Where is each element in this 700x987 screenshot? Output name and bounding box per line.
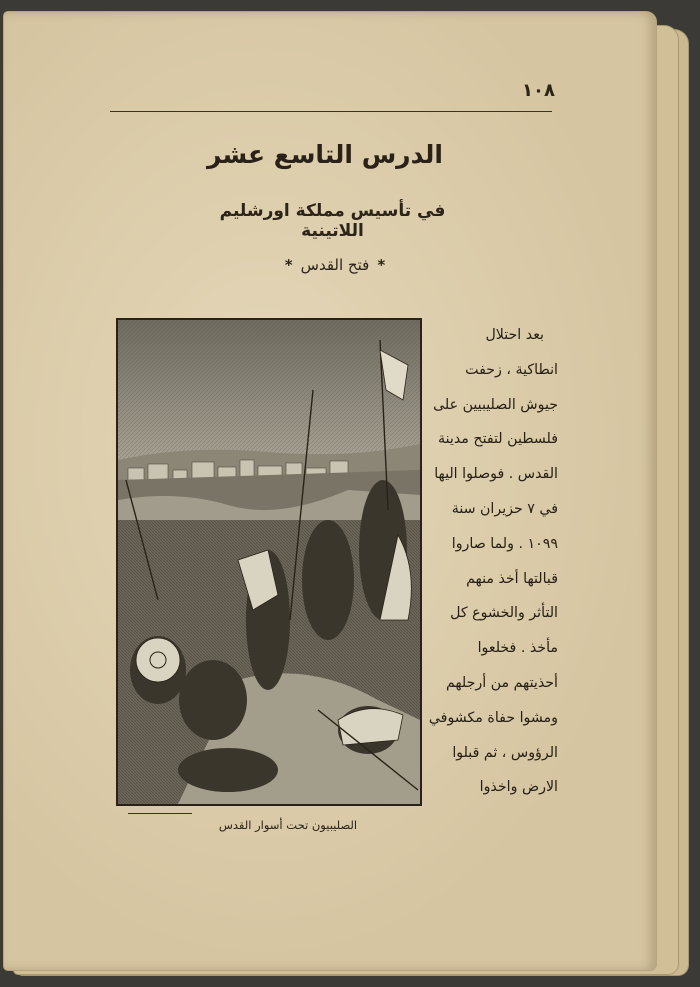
body-line: بعد احتلال bbox=[485, 327, 544, 343]
header-rule bbox=[110, 111, 552, 112]
section-marker-left: * bbox=[284, 256, 293, 274]
body-line: قبالتها أخذ منهم bbox=[466, 570, 558, 587]
body-line: ١٠٩٩ . ولما صاروا bbox=[451, 535, 558, 552]
body-line: التأثر والخشوع كل bbox=[450, 605, 558, 622]
section-heading: فتح القدس bbox=[300, 256, 370, 274]
section-heading-row bbox=[255, 256, 415, 274]
body-line: الرؤوس ، ثم قبلوا bbox=[452, 744, 558, 761]
body-line: انطاكية ، زحفت bbox=[465, 361, 558, 378]
lesson-title: الدرس التاسع عشر bbox=[207, 140, 443, 169]
figure-caption: الصليبيون تحت أسوار القدس bbox=[218, 818, 358, 832]
engraving-illustration bbox=[116, 318, 422, 806]
section-marker-right: * bbox=[377, 256, 386, 274]
body-line: مأخذ . فخلعوا bbox=[477, 640, 558, 657]
body-line: القدس . فوصلوا اليها bbox=[434, 466, 558, 483]
crusaders-engraving-icon bbox=[118, 320, 420, 804]
body-text bbox=[426, 318, 558, 805]
body-line: ومشوا حفاة مكشوفي bbox=[428, 709, 558, 726]
page-number: ١٠٨ bbox=[522, 80, 555, 101]
body-line: الارض واخذوا bbox=[479, 779, 558, 796]
lesson-subtitle: في تأسيس مملكة اورشليم اللاتينية bbox=[219, 201, 446, 241]
body-line: جيوش الصليبيين على bbox=[433, 396, 558, 413]
body-line: في ٧ حزيران سنة bbox=[451, 500, 558, 517]
caption-rule bbox=[128, 813, 192, 814]
body-line: فلسطين لتفتح مدينة bbox=[438, 431, 558, 448]
body-line: أحذيتهم من أرجلهم bbox=[445, 674, 558, 691]
